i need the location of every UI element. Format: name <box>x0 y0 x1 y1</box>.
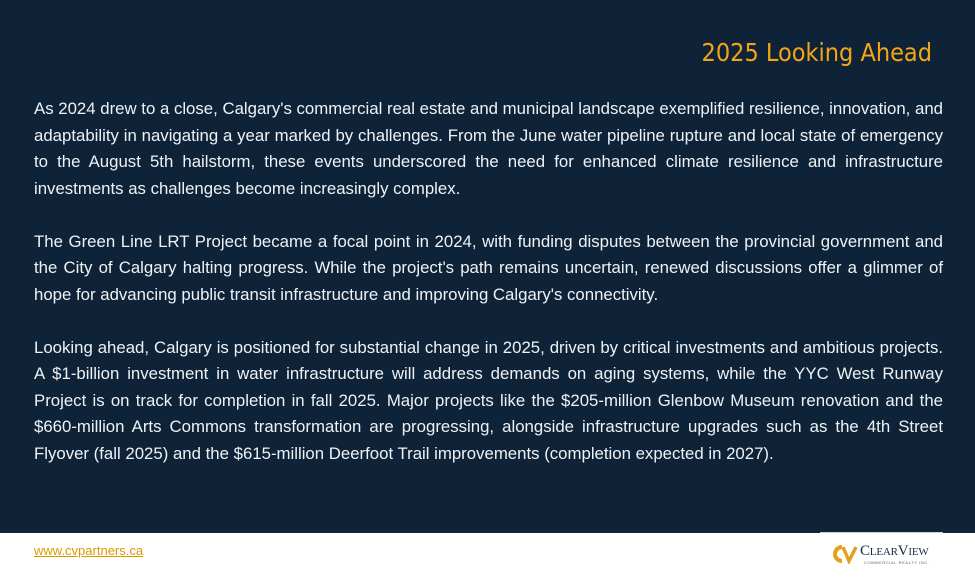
paragraph-green-line: The Green Line LRT Project became a focal point in 2024, with funding disputes between the provincial government and the City of Calgary halting progress. While the project's path remains uncertain, renewed discussions offer a glimmer of hope for advancing public transit infrastructure and improving Calgary's connectivity. <box>34 231 943 304</box>
cv-logo-icon <box>829 544 859 564</box>
logo-wordmark: ClearView <box>860 543 929 559</box>
logo-tagline: COMMERCIAL REALTY INC. <box>864 560 930 565</box>
slide-body <box>34 96 943 494</box>
paragraph-intro: As 2024 drew to a close, Calgary's commercial real estate and municipal landscape exemplified resilience, innovation, and adaptability in navigating a year marked by challenges. From the June water pipeline rupture and local state of emergency to the August 5th hailstorm, these events underscored the need for enhanced climate resilience and infrastructure investments as challenges become increasingly complex. <box>34 99 943 198</box>
website-link[interactable]: www.cvpartners.ca <box>34 543 144 558</box>
paragraph-looking-ahead: Looking ahead, Calgary is positioned for substantial change in 2025, driven by critical investments and ambitious projects. A $1-billion investment in water infrastructure will address demands on aging systems, while the YYC West Runway Project is on track for completion in fall 2025. Major projects like the $205-million Glenbow Museum renovation and the $660-million Arts Commons transformation are progressing, alongside infrastructure upgrades such as the 4th Street Flyover (fall 2025) and the $615-million Deerfoot Trail improvements (completion expected in 2027). <box>34 337 943 463</box>
clearview-logo <box>829 542 939 568</box>
slide-title: 2025 Looking Ahead <box>701 38 932 67</box>
footer <box>0 533 975 580</box>
